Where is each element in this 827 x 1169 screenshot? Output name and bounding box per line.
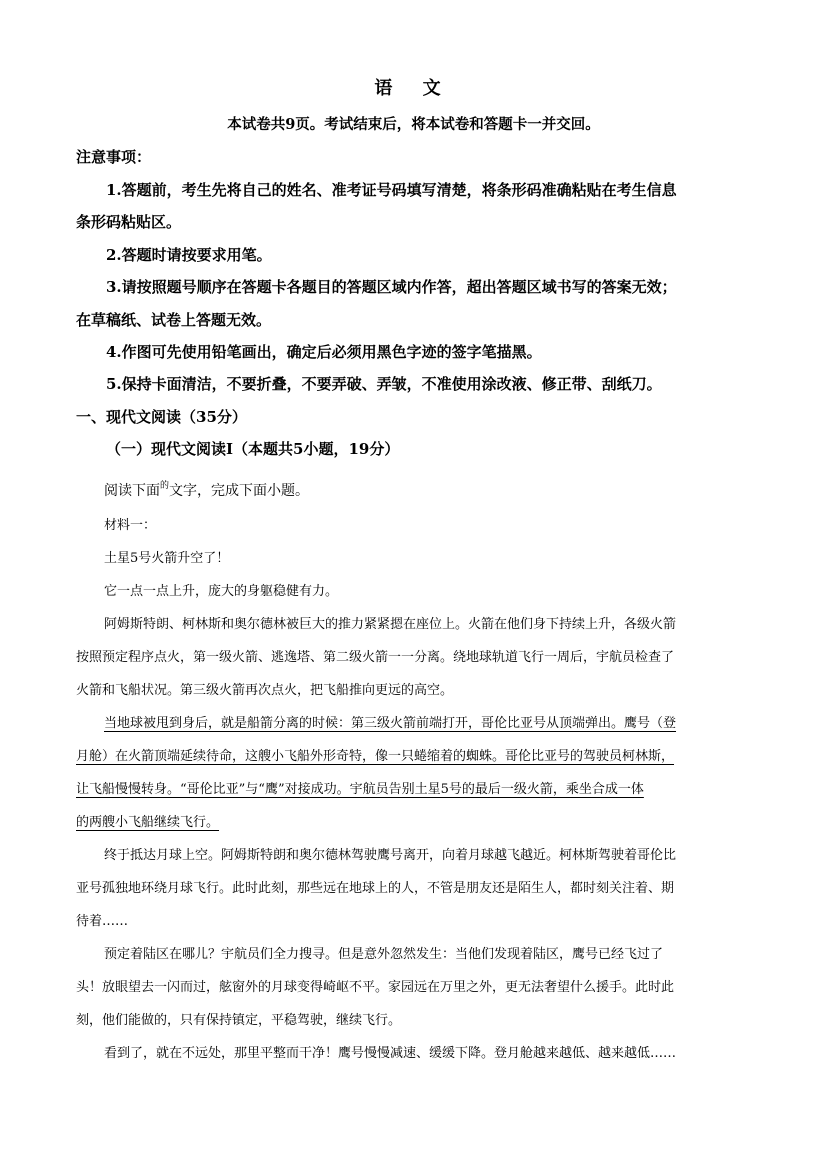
notes-item: 条形码粘贴区。	[76, 213, 182, 231]
material-line: 预定着陆区在哪儿？宇航员们全力搜寻。但是意外忽然发生：当他们发现着陆区，鹰号已经飞过了	[104, 947, 664, 962]
material-line-underlined: 的两艘小飞船继续飞行。	[76, 815, 220, 830]
section-heading: 一、现代文阅读（35分）	[76, 408, 247, 426]
material-line: 土星5号火箭升空了！	[104, 551, 230, 566]
material-line: 按照预定程序点火，第一级火箭、逃逸塔、第二级火箭一一分离。绕地球轨道飞行一周后，宇航员检查了	[76, 650, 675, 665]
material-line: 刻，他们能做的，只有保持镇定，平稳驾驶，继续飞行。	[76, 1013, 402, 1028]
material-line: 待着……	[76, 914, 129, 929]
material-line: 它一点一点上升，庞大的身躯稳健有力。	[104, 584, 339, 599]
notes-heading: 注意事项：	[76, 148, 152, 166]
material-line-underlined: 月舱）在火箭顶端延续待命，这艘小飞船外形奇特，像一只蜷缩着的蜘蛛。哥伦比亚号的驾驶员柯林斯，	[76, 749, 675, 764]
notes-item: 在草稿纸、试卷上答题无效。	[76, 311, 272, 329]
material-line: 看到了，就在不远处，那里平整而干净！鹰号慢慢减速、缓缓下降。登月舱越来越低、越来越低……	[104, 1046, 677, 1061]
material-line: 火箭和飞船状况。第三级火箭再次点火，把飞船推向更远的高空。	[76, 683, 454, 698]
reading-instruction: 阅读下面$^的$文字，完成下面小题。	[104, 481, 310, 499]
material-line: 头！放眼望去一闪而过，舷窗外的月球变得崎岖不平。家园远在万里之外，更无法奢望什么援手。此时此	[76, 980, 675, 995]
section-subheading: （一）现代文阅读Ⅰ（本题共5小题，19分）	[106, 440, 400, 458]
material-line-underlined: 让飞船慢慢转身。“哥伦比亚”与“鹰”对接成功。宇航员告别土星5号的最后一级火箭，乘坐合成一体	[76, 782, 644, 797]
material-line-underlined: 当地球被甩到身后，就是船箭分离的时候：第三级火箭前端打开，哥伦比亚号从顶端弹出。鹰号（登	[104, 716, 677, 731]
page-title: 语 文	[374, 78, 453, 99]
notes-item: 3.请按照题号顺序在答题卡各题目的答题区域内作答，超出答题区域书写的答案无效；	[106, 278, 677, 296]
notes-item: 4.作图可先使用铅笔画出，确定后必须用黑色字迹的签字笔描黑。	[106, 343, 542, 361]
material-line: 阿姆斯特朗、柯林斯和奥尔德林被巨大的推力紧紧摁在座位上。火箭在他们身下持续上升，各级火箭	[104, 617, 677, 632]
notes-item: 5.保持卡面清洁，不要折叠，不要弄破、弄皱，不准使用涂改液、修正带、刮纸刀。	[106, 375, 662, 393]
page-subtitle: 本试卷共9页。考试结束后，将本试卷和答题卡一并交回。	[227, 116, 600, 133]
notes-item: 1.答题前，考生先将自己的姓名、准考证号码填写清楚，将条形码准确粘贴在考生信息	[106, 181, 677, 199]
material-label: 材料一：	[104, 518, 157, 533]
material-line: 终于抵达月球上空。阿姆斯特朗和奥尔德林驾驶鹰号离开，向着月球越飞越近。柯林斯驾驶着哥伦比	[104, 848, 677, 863]
material-line: 亚号孤独地环绕月球飞行。此时此刻，那些远在地球上的人，不管是朋友还是陌生人，都时刻关注着、期	[76, 881, 675, 896]
notes-item: 2.答题时请按要求用笔。	[106, 246, 272, 264]
